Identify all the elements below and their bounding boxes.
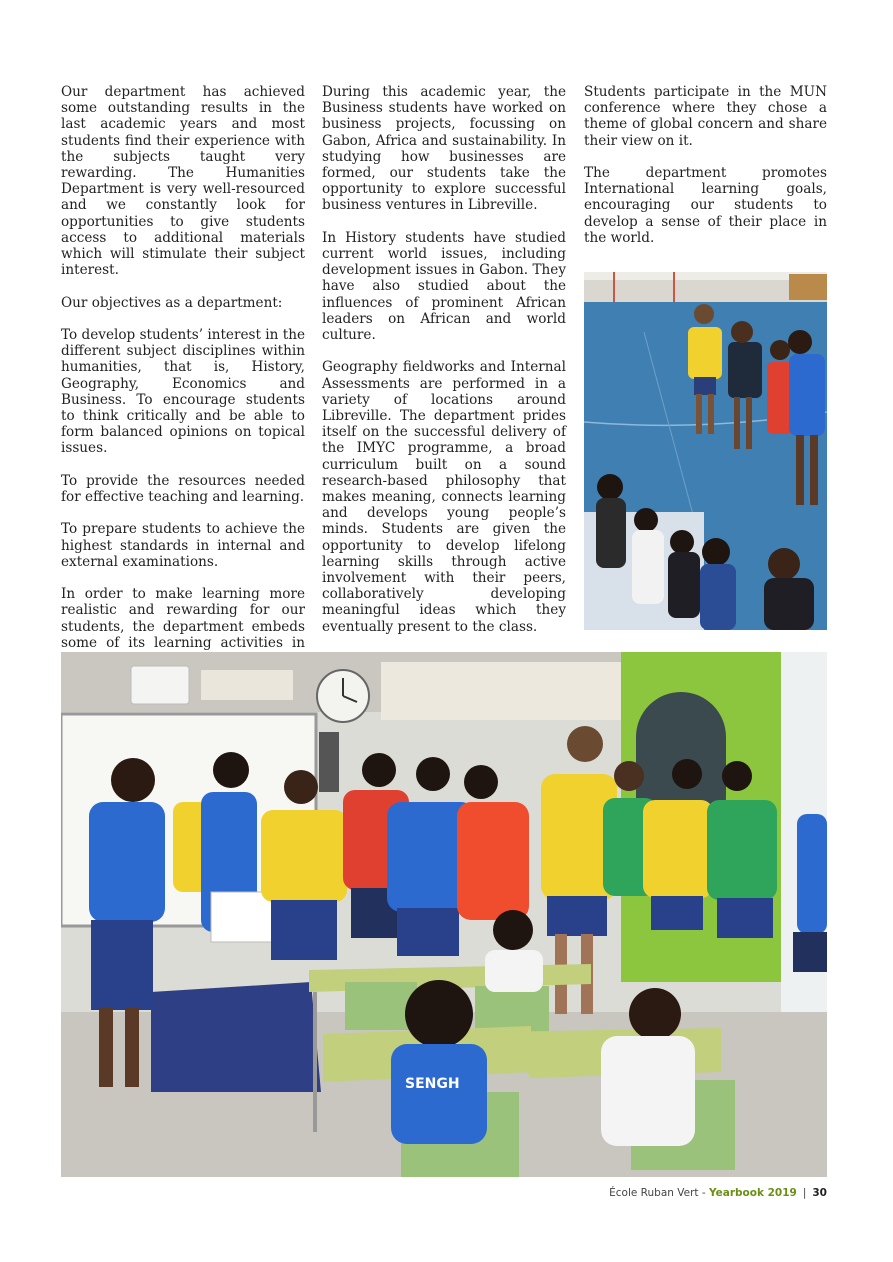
paragraph: To prepare students to achieve the highest standards in internal and external examinations. bbox=[61, 521, 305, 570]
paragraph: Our objectives as a department: bbox=[61, 294, 283, 311]
shirt-text: SENGH bbox=[405, 1076, 460, 1092]
page-number: 30 bbox=[812, 1187, 827, 1199]
classroom-students-photo bbox=[61, 652, 827, 1177]
text-column-2 bbox=[322, 84, 566, 651]
paragraph: Geography fieldworks and Internal Assessments are performed in a variety of locations around Libreville. The department prides itself on the successful delivery of the IMYC programme, a broad curriculum built on a sound research-based philosophy that makes meaning, connects learning and develops young people’s minds. Students are given the opportunity to develop lifelong learning skills through active involvement with their peers, collaboratively developing meaningful ideas which they eventually present to the class. bbox=[322, 359, 566, 635]
paragraph: Our department has achieved some outstanding results in the last academic years and most students find their experience with the subjects taught very rewarding. The Humanities Department is very well-resourced and we constantly look for opportunities to give students access to additional materials which will stimulate their subject interest. bbox=[61, 84, 305, 279]
text-column-3 bbox=[584, 84, 827, 262]
yearbook-label: Yearbook 2019 bbox=[708, 1187, 797, 1199]
school-name: École Ruban Vert - bbox=[609, 1187, 709, 1199]
paragraph: The department promotes International learning goals, encouraging our students to develop a sense of their place in the world. bbox=[584, 165, 827, 246]
paragraph: In order to make learning more realistic and rewarding for our students, the department embeds some of its learning activities in bbox=[61, 586, 305, 651]
paragraph: During this academic year, the Business students have worked on business projects, focussing on Gabon, Africa and sustainability. In studying how businesses are formed, our students take the opportunity to explore successful business ventures in Libreville. bbox=[322, 84, 566, 214]
page-footer bbox=[609, 1187, 827, 1199]
text-column-1 bbox=[61, 84, 305, 683]
gym-students-photo bbox=[584, 272, 827, 630]
paragraph: To provide the resources needed for effective teaching and learning. bbox=[61, 472, 305, 506]
paragraph: In History students have studied current world issues, including development issues in Gabon. They have also studied about the influences of prominent African leaders on African and world culture. bbox=[322, 229, 566, 344]
paragraph: Students participate in the MUN conference where they chose a theme of global concern and share their view on it. bbox=[584, 84, 827, 149]
footer-separator: | bbox=[802, 1187, 807, 1199]
paragraph: To develop students’ interest in the different subject disciplines within humanities, that is, History, Geography, Economics and Business. To encourage students to think critically and be able to form balanced opinions on topical issues. bbox=[61, 327, 305, 457]
